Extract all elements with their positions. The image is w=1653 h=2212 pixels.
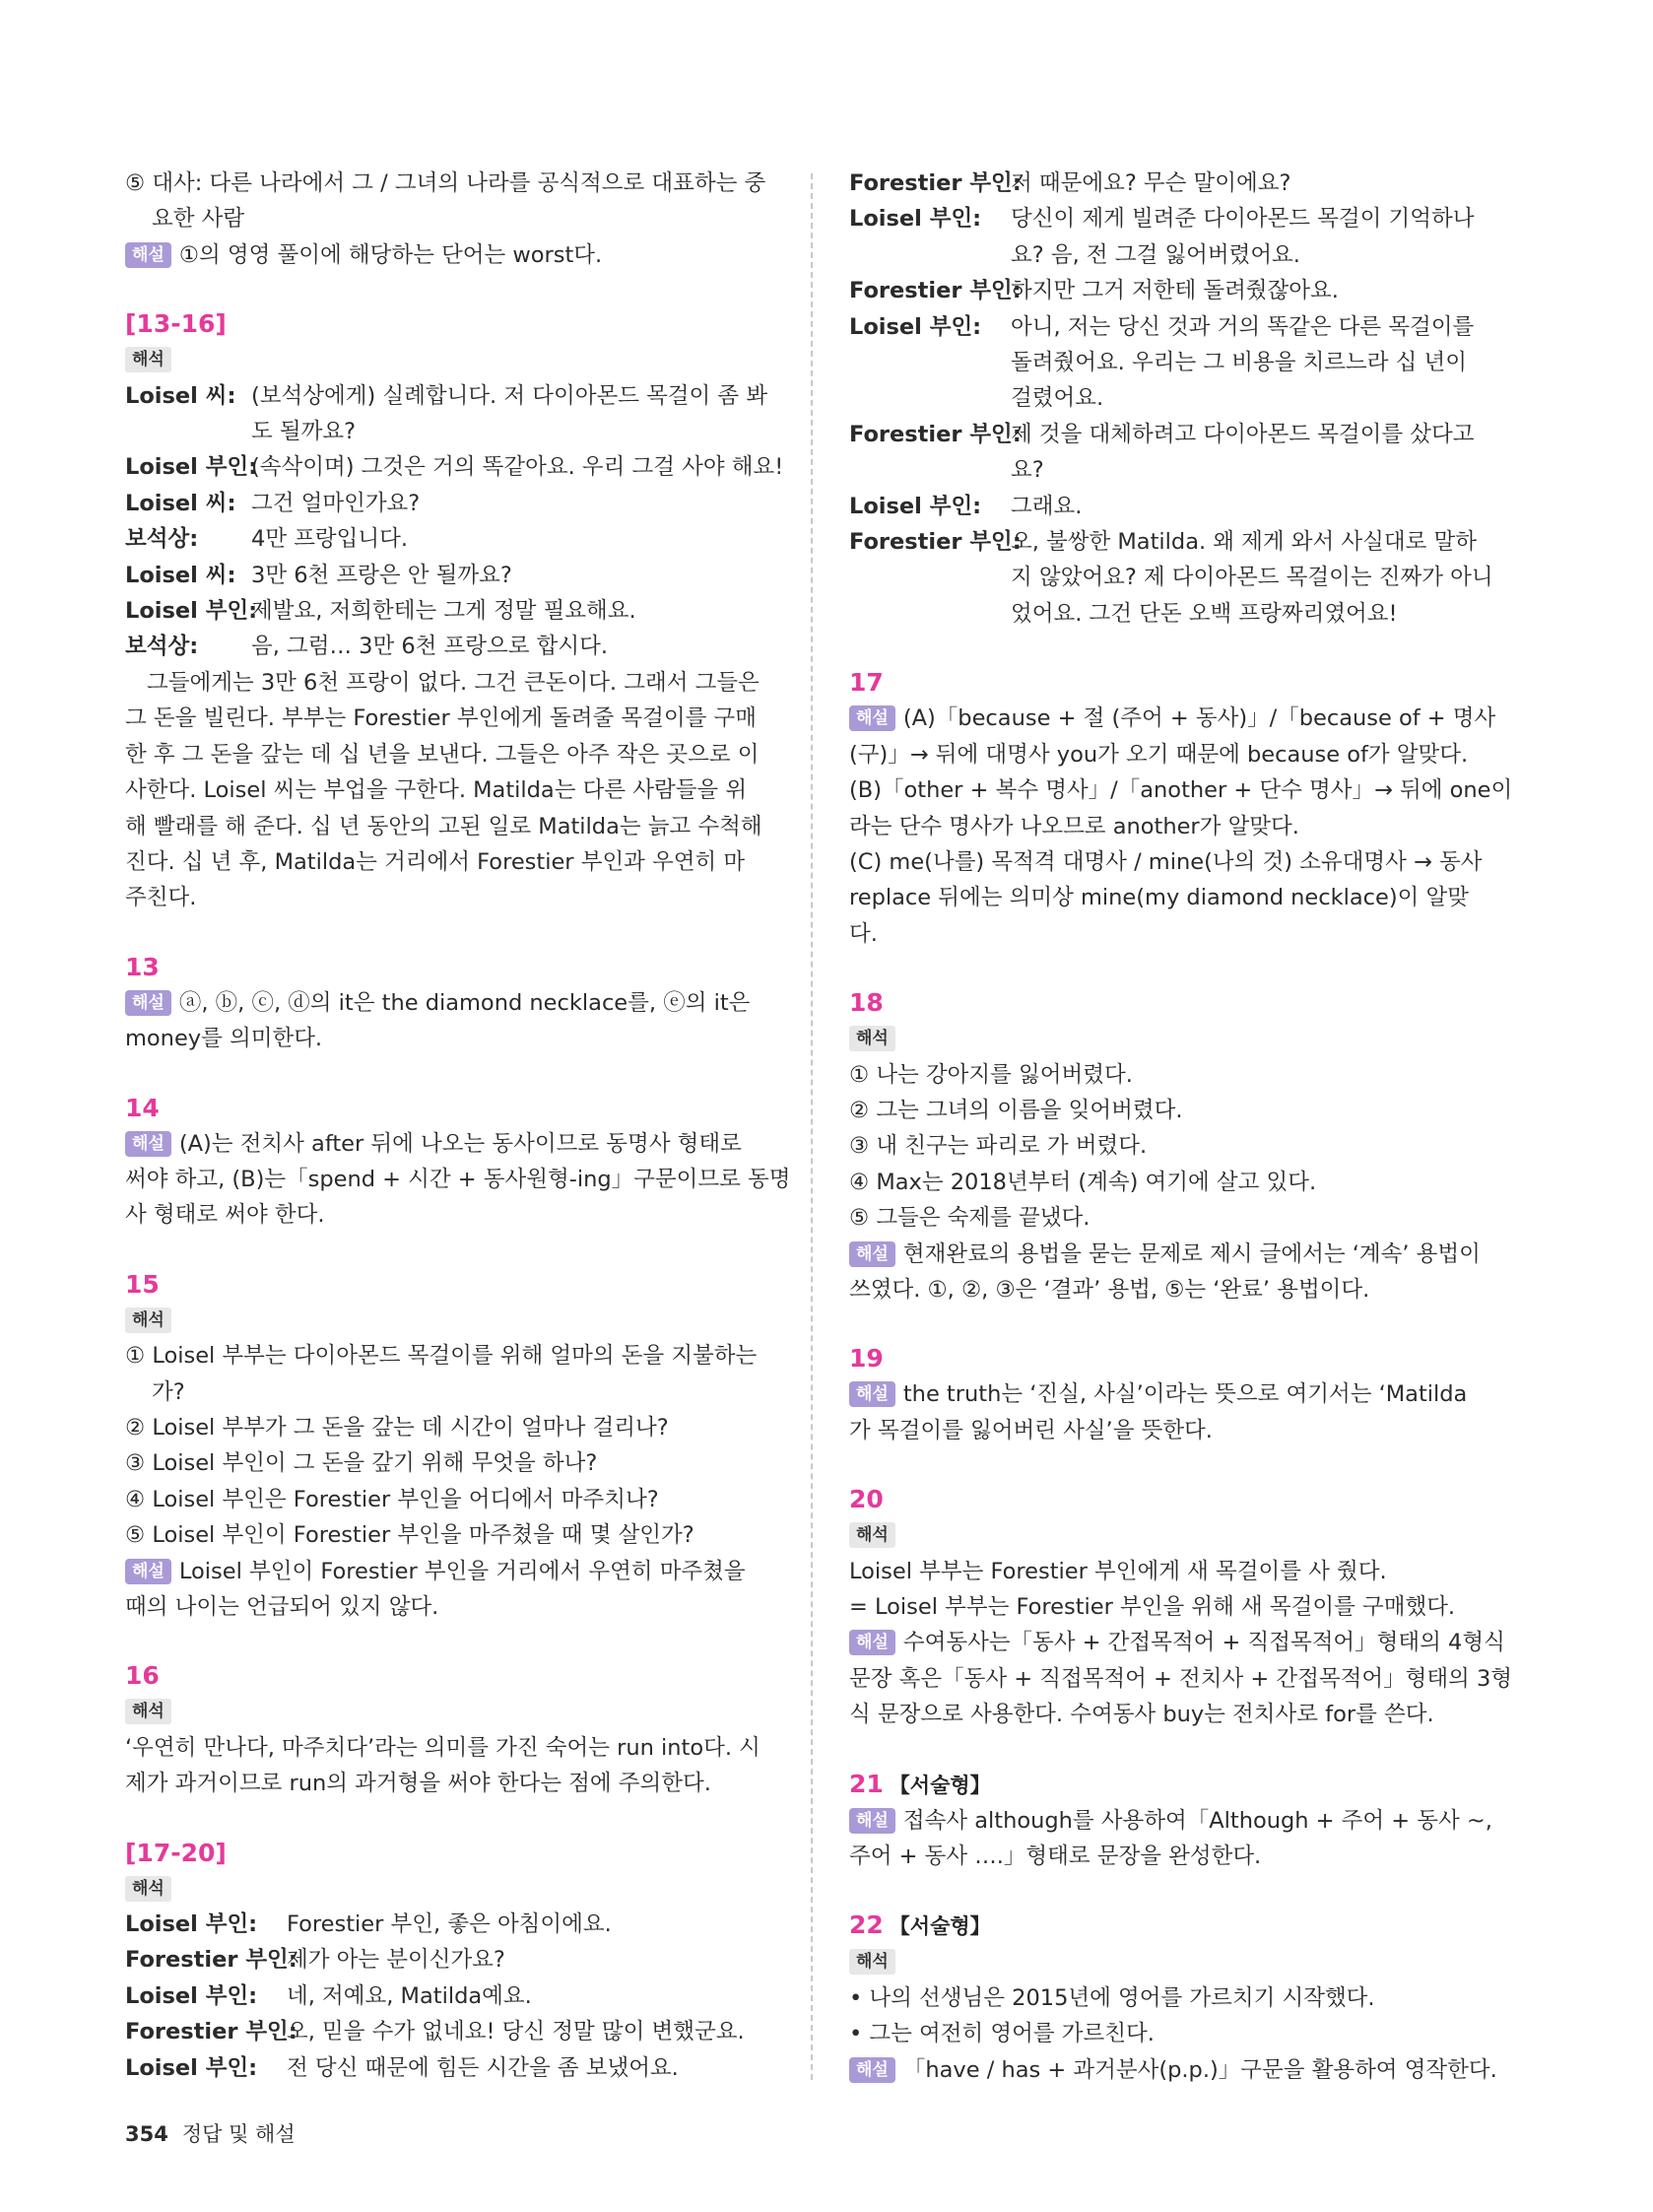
speech-text bbox=[287, 1907, 612, 1942]
dialog-line bbox=[125, 593, 773, 629]
question-number-18: 18 bbox=[849, 988, 884, 1018]
speaker-name: Loisel 씨: bbox=[125, 382, 236, 409]
q17-explanation-line7: 다. bbox=[849, 920, 878, 947]
question-number-22: 22 【서술형】 bbox=[849, 1910, 991, 1940]
dialog-line bbox=[125, 521, 773, 557]
speech-line: 걸렸어요. bbox=[1011, 385, 1104, 412]
speech-text bbox=[251, 449, 783, 485]
speaker-name: Loisel 씨: bbox=[125, 490, 236, 516]
dialog-line bbox=[849, 273, 1499, 308]
haeseol-badge: 해설 bbox=[849, 2057, 895, 2083]
haeseok-badge: 해석 bbox=[849, 1522, 895, 1548]
speech-line: 돌려줬어요. 우리는 그 비용을 치르느라 십 년이 bbox=[1011, 350, 1468, 376]
question-number-14: 14 bbox=[125, 1093, 160, 1122]
q16-line2: 제가 과거이므로 run의 과거형을 써야 한다는 점에 주의한다. bbox=[125, 1771, 711, 1797]
q19-explanation-line2: 가 목걸이를 잃어버린 사실’을 뜻한다. bbox=[849, 1417, 1213, 1443]
translation-label bbox=[849, 1517, 1499, 1553]
haeseol-badge: 해설 bbox=[849, 1381, 895, 1407]
q18-item-3: ③ 내 친구는 파리로 가 버렸다. bbox=[849, 1133, 1148, 1160]
q15-item-5: ⑤ Loisel 부인이 Forestier 부인을 마주쳤을 때 몇 살인가? bbox=[125, 1522, 694, 1549]
speech-line: Forestier 부인, 좋은 아침이에요. bbox=[287, 1911, 612, 1938]
translation-label bbox=[125, 1303, 773, 1338]
page-number: 354 bbox=[125, 2122, 168, 2146]
speech-text bbox=[1011, 309, 1474, 417]
speech-line: 오, 믿을 수가 없네요! 당신 정말 많이 변했군요. bbox=[287, 2019, 745, 2045]
speaker-name: Loisel 부인: bbox=[125, 1982, 258, 2009]
dialog-line bbox=[849, 309, 1499, 417]
q18-item-1: ① 나는 강아지를 잃어버렸다. bbox=[849, 1061, 1133, 1088]
haeseol-badge: 해설 bbox=[125, 1559, 171, 1584]
q18-item-4: ④ Max는 2018년부터 (계속) 여기에 살고 있다. bbox=[849, 1169, 1317, 1195]
dialog-line bbox=[125, 378, 773, 450]
dialog-line bbox=[125, 1942, 773, 1977]
q18-explanation-line1: 해설 현재완료의 용법을 묻는 문제로 제시 글에서는 ‘계속’ 용법이 bbox=[849, 1237, 1499, 1272]
q13-explanation-line1: 해설 ⓐ, ⓑ, ⓒ, ⓓ의 it은 the diamond necklace를, ⓔ의 it은 bbox=[125, 985, 773, 1021]
haeseol-badge: 해설 bbox=[849, 705, 895, 731]
dialog-line bbox=[125, 1907, 773, 1942]
q20-line1: Loisel 부부는 Forestier 부인에게 새 목걸이를 사 줬다. bbox=[849, 1558, 1387, 1584]
speech-line: 제가 아는 분이신가요? bbox=[287, 1947, 505, 1974]
q17-explanation-line5: (C) me(나를) 목적격 대명사 / mine(나의 것) 소유대명사 → 동사 bbox=[849, 848, 1483, 875]
q21-explanation-line1: 해설 접속사 although를 사용하여「Although + 주어 + 동사 ~, bbox=[849, 1803, 1499, 1839]
paragraph-line: 주친다. bbox=[125, 885, 197, 911]
speaker-name: Forestier 부인: bbox=[849, 421, 1022, 447]
dialog-line bbox=[849, 489, 1499, 524]
q12-item-5-line2: 요한 사람 bbox=[152, 206, 245, 233]
speech-text bbox=[1011, 417, 1474, 489]
speech-text bbox=[1011, 524, 1493, 632]
speech-text bbox=[1011, 273, 1339, 308]
speech-line: 네, 저예요, Matilda예요. bbox=[287, 1982, 532, 2009]
q14-explanation-line2: 써야 하고, (B)는「spend + 시간 + 동사원형-ing」구문이므로 동명 bbox=[125, 1166, 791, 1192]
q17-explanation-line6: replace 뒤에는 의미상 mine(my diamond necklace)이 알맞 bbox=[849, 885, 1470, 911]
speech-line: 전 당신 때문에 힘든 시간을 좀 보냈어요. bbox=[287, 2054, 679, 2081]
speech-text bbox=[1011, 201, 1474, 273]
speech-text bbox=[287, 2050, 679, 2086]
speaker-name: Forestier 부인: bbox=[849, 529, 1022, 556]
speech-line: 지 않았어요? 제 다이아몬드 목걸이는 진짜가 아니 bbox=[1011, 565, 1493, 591]
question-number-21: 21 【서술형】 bbox=[849, 1769, 991, 1798]
q20-explanation-line2: 문장 혹은「동사 + 직접목적어 + 전치사 + 간접목적어」형태의 3형 bbox=[849, 1665, 1512, 1692]
translation-label bbox=[849, 1021, 1499, 1056]
speech-text bbox=[251, 558, 512, 593]
speech-line: 오, 불쌍한 Matilda. 왜 제게 와서 사실대로 말하 bbox=[1011, 529, 1477, 556]
speech-line: 당신이 제게 빌려준 다이아몬드 목걸이 기억하나 bbox=[1011, 206, 1475, 233]
q22-item-2: • 그는 여전히 영어를 가르친다. bbox=[849, 2021, 1155, 2047]
q22-item-1: • 나의 선생님은 2015년에 영어를 가르치기 시작했다. bbox=[849, 1984, 1375, 2011]
dialog-17-20 bbox=[125, 1907, 773, 2086]
dialog-line bbox=[849, 524, 1499, 632]
q17-explanation-line3: (B)「other + 복수 명사」/「another + 단수 명사」→ 뒤에 one이 bbox=[849, 777, 1513, 804]
q17-explanation-line2: (구)」→ 뒤에 대명사 you가 오기 때문에 because of가 알맞다. bbox=[849, 741, 1469, 768]
paragraph-line: 진다. 십 년 후, Matilda는 거리에서 Forestier 부인과 우연히 마 bbox=[125, 848, 746, 875]
speaker-name: Loisel 씨: bbox=[125, 562, 236, 588]
translation-label bbox=[125, 1871, 773, 1907]
speech-line: 요? bbox=[1011, 457, 1044, 484]
dialog-line bbox=[849, 166, 1499, 201]
q14-explanation-line3: 사 형태로 써야 한다. bbox=[125, 1202, 325, 1229]
paragraph-line: 그 돈을 빌린다. 부부는 Forestier 부인에게 돌려줄 목걸이를 구매 bbox=[125, 705, 757, 732]
q14-explanation-line1: 해설 (A)는 전치사 after 뒤에 나오는 동사이므로 동명사 형태로 bbox=[125, 1126, 773, 1162]
q13-explanation-line2: money를 의미한다. bbox=[125, 1026, 323, 1052]
q15-explanation-line1: 해설 Loisel 부인이 Forestier 부인을 거리에서 우연히 마주쳤을 bbox=[125, 1554, 773, 1589]
q21-explanation-line2: 주어 + 동사 ….」형태로 문장을 완성한다. bbox=[849, 1843, 1262, 1870]
section-title-13-16: [13-16] bbox=[125, 309, 227, 339]
speaker-name: Forestier 부인: bbox=[849, 278, 1022, 304]
haeseok-badge: 해석 bbox=[125, 347, 171, 372]
dialog-line bbox=[125, 1978, 773, 2014]
q15-item-1-line1: ① Loisel 부부는 다이아몬드 목걸이를 위해 얼마의 돈을 지불하는 bbox=[125, 1343, 758, 1370]
speech-text bbox=[251, 486, 420, 521]
q20-explanation-line1: 해설 수여동사는「동사 + 간접목적어 + 직접목적어」형태의 4형식 bbox=[849, 1625, 1499, 1660]
question-number-13: 13 bbox=[125, 952, 160, 981]
essay-type-tag: 【서술형】 bbox=[889, 1773, 991, 1797]
question-number-17: 17 bbox=[849, 668, 884, 698]
speaker-name: Loisel 부인: bbox=[125, 454, 258, 481]
q15-item-2: ② Loisel 부부가 그 돈을 갚는 데 시간이 얼마나 걸리나? bbox=[125, 1414, 669, 1441]
speech-text bbox=[251, 593, 636, 629]
speech-line: 도 될까요? bbox=[251, 419, 357, 445]
left-column bbox=[125, 166, 791, 2086]
q12-item-5-line1: ⑤ 대사: 다른 나라에서 그 / 그녀의 나라를 공식적으로 대표하는 중 bbox=[125, 170, 766, 196]
q17-explanation-line4: 라는 단수 명사가 나오므로 another가 알맞다. bbox=[849, 813, 1299, 839]
haeseok-badge: 해석 bbox=[849, 1949, 895, 1975]
speech-line: 4만 프랑입니다. bbox=[251, 526, 409, 553]
speech-line: 그래요. bbox=[1011, 493, 1083, 519]
speech-line: 었어요. 그건 단돈 오백 프랑짜리였어요! bbox=[1011, 600, 1398, 627]
dialog-line bbox=[125, 558, 773, 593]
q18-item-2: ② 그는 그녀의 이름을 잊어버렸다. bbox=[849, 1097, 1183, 1123]
dialog-line bbox=[125, 449, 784, 485]
page-footer bbox=[125, 2118, 296, 2148]
question-number-20: 20 bbox=[849, 1485, 884, 1514]
haeseol-badge: 해설 bbox=[125, 1131, 171, 1157]
q18-item-5: ⑤ 그들은 숙제를 끝냈다. bbox=[849, 1205, 1091, 1232]
speech-line: (보석상에게) 실례합니다. 저 다이아몬드 목걸이 좀 봐 bbox=[251, 382, 768, 409]
essay-type-tag: 【서술형】 bbox=[889, 1914, 991, 1939]
q12-explanation: 해설 ①의 영영 풀이에 해당하는 단어는 worst다. bbox=[125, 237, 773, 273]
narrative-paragraph bbox=[125, 665, 773, 916]
paragraph-line: 그들에게는 3만 6천 프랑이 없다. 그건 큰돈이다. 그래서 그들은 bbox=[147, 669, 760, 696]
speech-text bbox=[287, 2014, 745, 2049]
haeseol-badge: 해설 bbox=[849, 1630, 895, 1655]
translation-label bbox=[125, 342, 773, 377]
speech-line: 저 때문에요? 무슨 말이에요? bbox=[1011, 170, 1291, 196]
speaker-name: 보석상: bbox=[125, 634, 199, 660]
paragraph-line: 한 후 그 돈을 갚는 데 십 년을 보낸다. 그들은 아주 작은 곳으로 이 bbox=[125, 741, 760, 768]
speaker-name: Loisel 부인: bbox=[849, 493, 982, 519]
q15-item-4: ④ Loisel 부인은 Forestier 부인을 어디에서 마주치나? bbox=[125, 1486, 659, 1512]
q18-explanation-line2: 쓰였다. ①, ②, ③은 ‘결과’ 용법, ⑤는 ‘완료’ 용법이다. bbox=[849, 1276, 1370, 1303]
speech-text bbox=[1011, 166, 1290, 201]
speech-line: 요? 음, 전 그걸 잃어버렸어요. bbox=[1011, 241, 1300, 268]
speaker-name: Forestier 부인: bbox=[125, 2019, 298, 2045]
q20-explanation-line3: 식 문장으로 사용한다. 수여동사 buy는 전치사로 for를 쓴다. bbox=[849, 1702, 1434, 1728]
speech-text bbox=[1011, 489, 1082, 524]
speaker-name: Loisel 부인: bbox=[849, 313, 982, 340]
speaker-name: Forestier 부인: bbox=[125, 1947, 298, 1974]
haeseol-badge: 해설 bbox=[125, 242, 171, 268]
speech-line: (속삭이며) 그것은 거의 똑같아요. 우리 그걸 사야 해요! bbox=[251, 454, 784, 481]
speech-line: 제발요, 저희한테는 그게 정말 필요해요. bbox=[251, 598, 636, 625]
translation-label bbox=[125, 1694, 773, 1729]
speaker-name: Loisel 부인: bbox=[125, 598, 258, 625]
dialog-line bbox=[125, 2014, 773, 2049]
speech-text bbox=[287, 1978, 532, 2014]
dialog-line bbox=[125, 486, 773, 521]
speech-line: 아니, 저는 당신 것과 거의 똑같은 다른 목걸이를 bbox=[1011, 313, 1475, 340]
question-number-16: 16 bbox=[125, 1661, 160, 1691]
haeseol-badge: 해설 bbox=[849, 1241, 895, 1267]
dialog-17-20-continued bbox=[849, 166, 1499, 632]
q20-line2: = Loisel 부부는 Forestier 부인을 위해 새 목걸이를 구매했다. bbox=[849, 1594, 1456, 1620]
haeseok-badge: 해석 bbox=[125, 1876, 171, 1902]
paragraph-line: 사한다. Loisel 씨는 부업을 구한다. Matilda는 다른 사람들을 위 bbox=[125, 777, 748, 804]
column-divider bbox=[811, 173, 813, 2080]
speech-text bbox=[251, 629, 608, 664]
speech-text bbox=[251, 378, 767, 450]
haeseol-badge: 해설 bbox=[849, 1808, 895, 1834]
dialog-line bbox=[125, 629, 773, 664]
footer-title: 정답 및 해설 bbox=[181, 2122, 296, 2146]
q22-explanation: 해설 「have / has + 과거분사(p.p.)」구문을 활용하여 영작한다. bbox=[849, 2052, 1499, 2088]
speech-line: 음, 그럼… 3만 6천 프랑으로 합시다. bbox=[251, 634, 609, 660]
speech-line: 그건 얼마인가요? bbox=[251, 490, 421, 516]
speech-line: 하지만 그거 저한테 돌려줬잖아요. bbox=[1011, 278, 1339, 304]
right-column bbox=[849, 166, 1513, 2088]
haeseol-badge: 해설 bbox=[125, 990, 171, 1016]
q17-explanation-line1: 해설 (A)「because + 절 (주어 + 동사)」/「because of + 명사 bbox=[849, 701, 1499, 736]
speech-line: 제 것을 대체하려고 다이아몬드 목걸이를 샀다고 bbox=[1011, 421, 1475, 447]
speech-text bbox=[251, 521, 408, 557]
dialog-line bbox=[125, 2050, 773, 2086]
translation-label bbox=[849, 1944, 1499, 1979]
haeseok-badge: 해석 bbox=[125, 1307, 171, 1333]
speaker-name: Loisel 부인: bbox=[125, 2054, 258, 2081]
question-number-19: 19 bbox=[849, 1344, 884, 1374]
q19-explanation-line1: 해설 the truth는 ‘진실, 사실’이라는 뜻으로 여기서는 ‘Matilda bbox=[849, 1376, 1499, 1412]
q15-item-1-line2: 가? bbox=[152, 1378, 185, 1405]
q16-line1: ‘우연히 만나다, 마주치다’라는 의미를 가진 숙어는 run into다. 시 bbox=[125, 1734, 760, 1761]
speaker-name: 보석상: bbox=[125, 526, 199, 553]
speaker-name: Forestier 부인: bbox=[849, 170, 1022, 196]
q15-explanation-line2: 때의 나이는 언급되어 있지 않다. bbox=[125, 1594, 439, 1620]
dialog-line bbox=[849, 417, 1499, 489]
speech-text bbox=[287, 1942, 505, 1977]
question-number-15: 15 bbox=[125, 1269, 160, 1299]
section-title-17-20: [17-20] bbox=[125, 1838, 227, 1867]
haeseok-badge: 해석 bbox=[125, 1699, 171, 1724]
paragraph-line: 해 빨래를 해 준다. 십 년 동안의 고된 일로 Matilda는 늙고 수척해 bbox=[125, 813, 762, 839]
speaker-name: Loisel 부인: bbox=[849, 206, 982, 233]
speech-line: 3만 6천 프랑은 안 될까요? bbox=[251, 562, 512, 588]
dialog-line bbox=[849, 201, 1499, 273]
dialog-13-16 bbox=[125, 378, 784, 665]
q15-item-3: ③ Loisel 부인이 그 돈을 갚기 위해 무엇을 하나? bbox=[125, 1450, 598, 1477]
speaker-name: Loisel 부인: bbox=[125, 1911, 258, 1938]
haeseok-badge: 해석 bbox=[849, 1026, 895, 1051]
